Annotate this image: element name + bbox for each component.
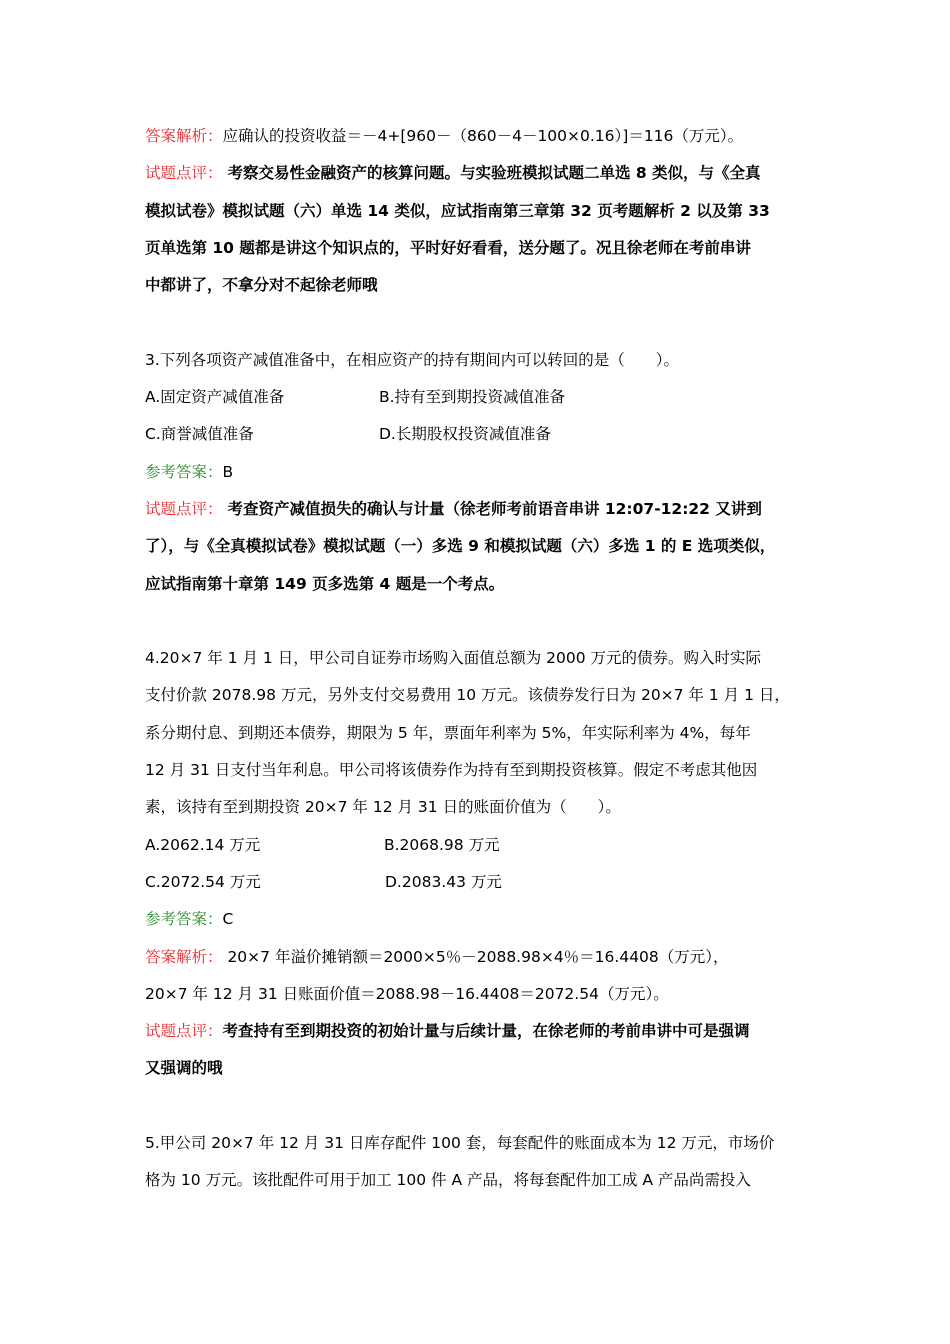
comment-label: 试题点评： — [145, 499, 223, 518]
q3-answer — [145, 454, 817, 491]
q3-option-c: C.商誉减值准备 — [145, 425, 254, 444]
analysis-text: 20×7 年溢价摊销额＝2000×5％－2088.98×4％＝16.4408（万元）， — [222, 947, 729, 966]
q3-option-a: A.固定资产减值准备 — [145, 388, 285, 407]
analysis-text: 应确认的投资收益＝－4+[960－（860－4－100×0.16）]＝116（万元）。 — [222, 127, 744, 145]
analysis-label: 答案解析： — [145, 127, 223, 145]
answer-value: B — [222, 462, 234, 481]
q3-stem: 3.下列各项资产减值准备中，在相应资产的持有期间内可以转回的是（ ）。 — [145, 350, 680, 369]
q4-option-a: A.2062.14 万元 — [145, 835, 261, 854]
comment-label: 试题点评： — [145, 1022, 223, 1041]
q2-comment-line-4: 中都讲了，不拿分对不起徐老师哦 — [145, 276, 378, 295]
q3-comment-line-2: 了），与《全真模拟试卷》模拟试题（一）多选 9 和模拟试题（六）多选 1 的 E 选项类似， — [145, 537, 776, 556]
spacer — [145, 304, 817, 341]
comment-text: 考查持有至到期投资的初始计量与后续计量，在徐老师的考前串讲中可是强调 — [222, 1022, 750, 1041]
q2-analysis — [145, 118, 817, 155]
spacer — [145, 603, 817, 640]
q2-comment-line-1 — [145, 155, 817, 192]
q4-analysis-line-1 — [145, 939, 817, 976]
q2-comment-line-3: 页单选第 10 题都是讲这个知识点的，平时好好看看，送分题了。况且徐老师在考前串讲 — [145, 238, 751, 257]
q3-comment-line-3: 应试指南第十章第 149 页多选第 4 题是一个考点。 — [145, 574, 505, 593]
document-page — [145, 118, 817, 1200]
q4-stem-line-2: 支付价款 2078.98 万元，另外支付交易费用 10 万元。该债券发行日为 20×7 年 1 月 1 日， — [145, 686, 790, 705]
q4-stem-line-5: 素，该持有至到期投资 20×7 年 12 月 31 日的账面价值为（ ）。 — [145, 798, 621, 817]
q4-stem-line-1: 4.20×7 年 1 月 1 日，甲公司自证券市场购入面值总额为 2000 万元的债券。购入时实际 — [145, 649, 762, 668]
q4-option-b: B.2068.98 万元 — [384, 835, 500, 854]
answer-label: 参考答案： — [145, 910, 223, 929]
spacer — [145, 1088, 817, 1125]
comment-label: 试题点评： — [145, 164, 223, 183]
q4-option-c: C.2072.54 万元 — [145, 872, 261, 891]
q3-option-b: B.持有至到期投资减值准备 — [379, 388, 566, 407]
q4-options-row-1 — [145, 827, 817, 864]
q5-stem-line-1: 5.甲公司 20×7 年 12 月 31 日库存配件 100 套，每套配件的账面成本为 12 万元，市场价 — [145, 1134, 775, 1153]
analysis-label: 答案解析： — [145, 947, 223, 966]
q2-comment-line-2: 模拟试卷》模拟试题（六）单选 14 类似，应试指南第三章第 32 页考题解析 2 以及第 33 — [145, 201, 770, 220]
q4-answer — [145, 901, 817, 938]
q3-options-row-1 — [145, 379, 817, 416]
answer-label: 参考答案： — [145, 462, 223, 481]
comment-text: 考察交易性金融资产的核算问题。与实验班模拟试题二单选 8 类似，与《全真 — [227, 164, 761, 183]
q3-options-row-2 — [145, 416, 817, 453]
q4-comment-line-2: 又强调的哦 — [145, 1059, 223, 1078]
q4-analysis-line-2: 20×7 年 12 月 31 日账面价值＝2088.98－16.4408＝2072.54（万元）。 — [145, 984, 669, 1003]
answer-value: C — [222, 910, 234, 929]
comment-text: 考查资产减值损失的确认与计量（徐老师考前语音串讲 12:07-12:22 又讲到 — [227, 499, 762, 518]
q5-stem-line-2: 格为 10 万元。该批配件可用于加工 100 件 A 产品，将每套配件加工成 A 产品尚需投入 — [145, 1171, 751, 1190]
q4-stem-line-4: 12 月 31 日支付当年利息。甲公司将该债券作为持有至到期投资核算。假定不考虑其他因 — [145, 761, 758, 780]
q4-comment-line-1 — [145, 1013, 817, 1050]
q3-option-d: D.长期股权投资减值准备 — [379, 425, 551, 444]
q4-option-d: D.2083.43 万元 — [385, 872, 502, 891]
q3-comment-line-1 — [145, 491, 817, 528]
q4-options-row-2 — [145, 864, 817, 901]
q4-stem-line-3: 系分期付息、到期还本债券，期限为 5 年，票面年利率为 5%，年实际利率为 4%，每年 — [145, 723, 751, 742]
